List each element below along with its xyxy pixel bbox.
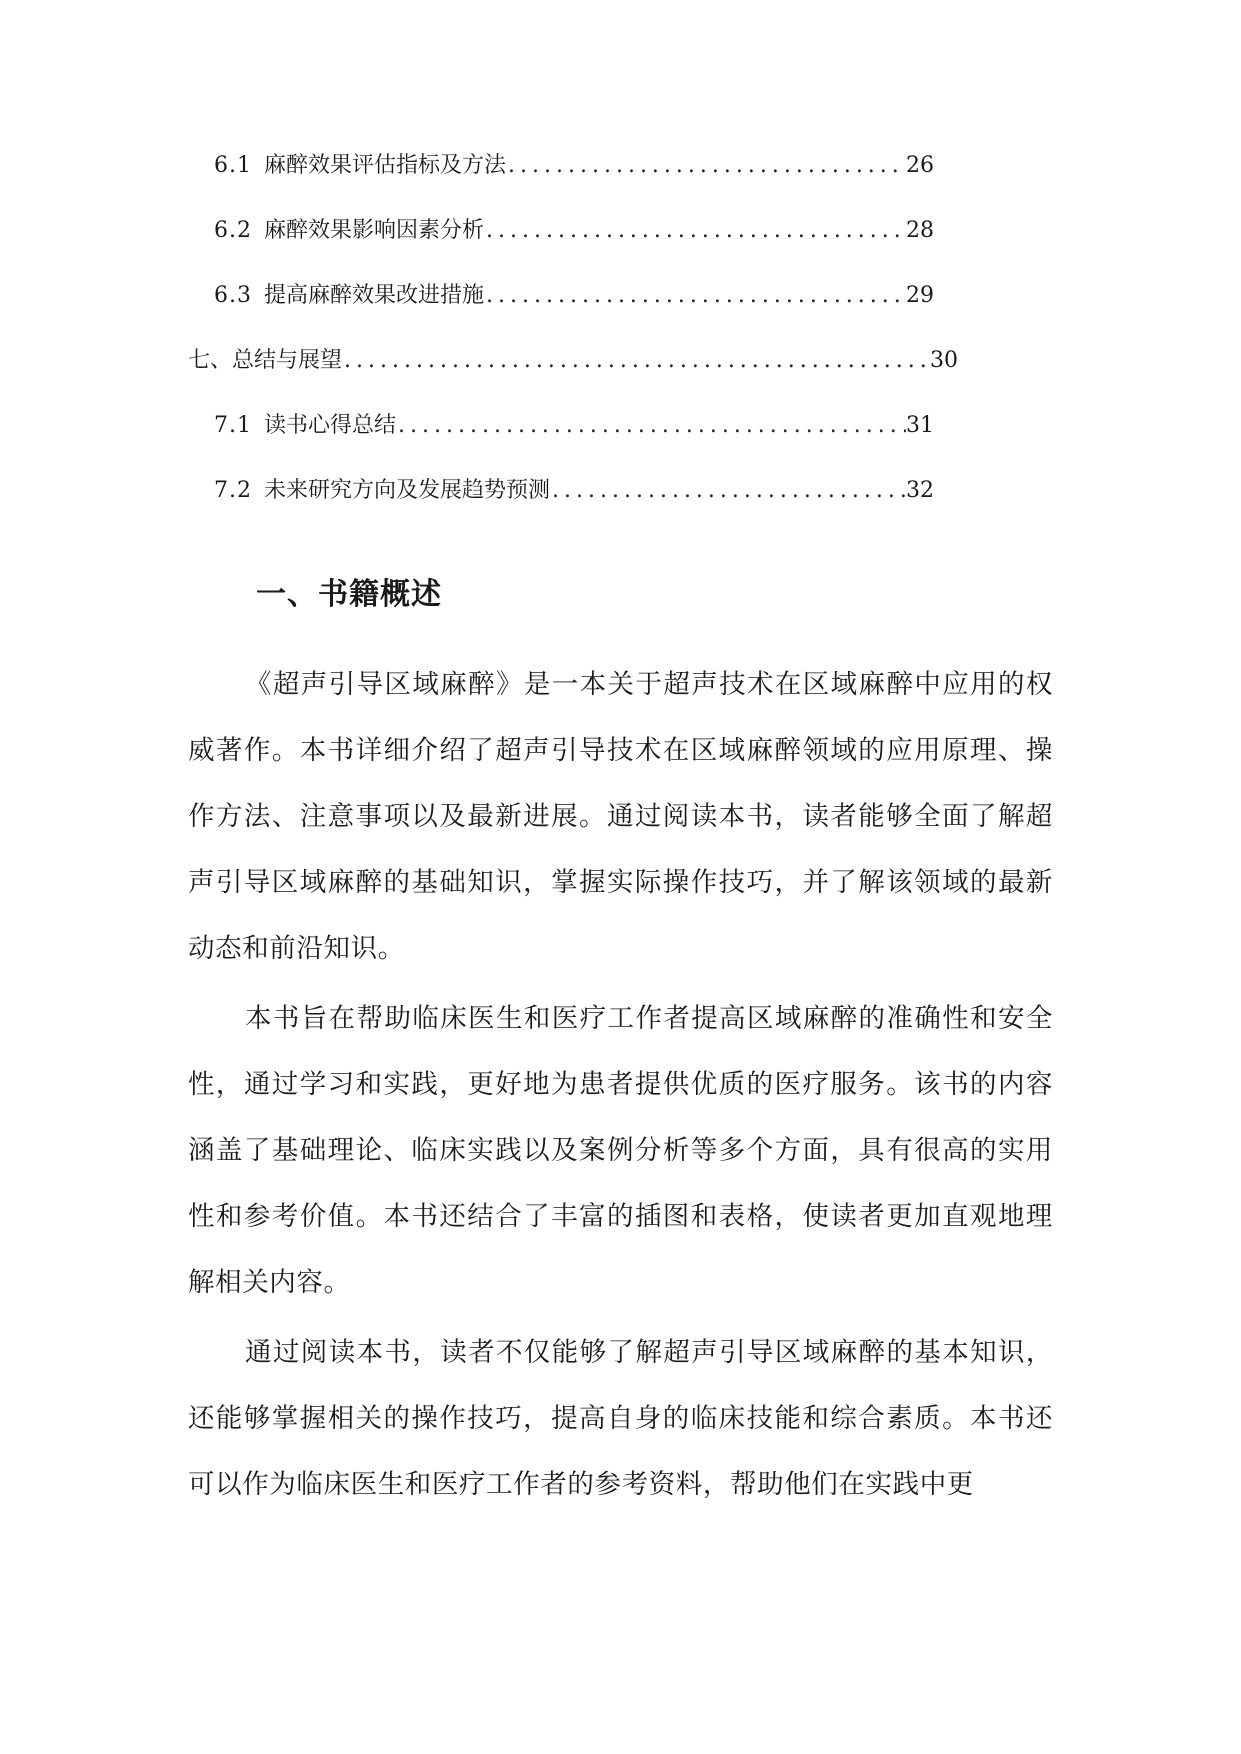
section-heading: 一、书籍概述 (256, 577, 442, 612)
toc-entry-title: 麻醉效果评估指标及方法 (264, 153, 507, 178)
toc-dot-leader (506, 150, 906, 182)
toc-entry-title: 读书心得总结 (264, 413, 397, 438)
body-paragraph: 本书旨在帮助临床医生和医疗工作者提高区域麻醉的准确性和安全性，通过学习和实践，更好地为患者提供优质的医疗服务。该书的内容涵盖了基础理论、临床实践以及案例分析等多个方面，具有很高的实用性和参考价值。本书还结合了丰富的插图和表格，使读者更加直观地理解相关内容。 (188, 1003, 1053, 1298)
toc-entry-number: 7.1 (214, 413, 252, 438)
toc-entry-7-2[interactable] (188, 475, 934, 540)
toc-entry-6-1[interactable] (188, 150, 934, 215)
toc-entry-number: 7.2 (214, 478, 252, 503)
toc-dot-leader (550, 475, 906, 507)
toc-entry-title: 未来研究方向及发展趋势预测 (264, 478, 551, 503)
toc-entry-7-1[interactable] (188, 410, 934, 475)
toc-entry-7[interactable] (188, 345, 958, 410)
toc-entry-title: 总结与展望 (232, 348, 343, 373)
body-paragraph: 《超声引导区域麻醉》是一本关于超声技术在区域麻醉中应用的权威著作。本书详细介绍了超声引导技术在区域麻醉领域的应用原理、操作方法、注意事项以及最新进展。通过阅读本书，读者能够全面了解超声引导区域麻醉的基础知识，掌握实际操作技巧，并了解该领域的最新动态和前沿知识。 (188, 669, 1053, 964)
toc-entry-6-3[interactable] (188, 280, 934, 345)
toc-entry-page: 30 (930, 348, 958, 373)
toc-entry-page: 28 (906, 218, 934, 243)
toc-entry-page: 32 (906, 478, 934, 503)
toc-entry-title: 提高麻醉效果改进措施 (264, 283, 485, 308)
toc-entry-number: 七、 (188, 348, 233, 373)
toc-entry-page: 29 (906, 283, 934, 308)
toc-entry-page: 26 (906, 153, 934, 178)
toc-entry-number: 6.3 (214, 283, 252, 308)
toc-entry-page: 31 (906, 413, 934, 438)
toc-entry-title: 麻醉效果影响因素分析 (264, 218, 485, 243)
table-of-contents (188, 150, 958, 540)
toc-entry-number: 6.2 (214, 218, 252, 243)
body-paragraph: 通过阅读本书，读者不仅能够了解超声引导区域麻醉的基本知识，还能够掌握相关的操作技巧，提高自身的临床技能和综合素质。本书还可以作为临床医生和医疗工作者的参考资料，帮助他们在实践中更 (188, 1337, 1053, 1500)
toc-entry-number: 6.1 (214, 153, 252, 178)
toc-dot-leader (484, 280, 906, 312)
toc-dot-leader (484, 215, 906, 247)
toc-dot-leader (342, 345, 930, 377)
toc-entry-6-2[interactable] (188, 215, 934, 280)
toc-dot-leader (396, 410, 906, 442)
section-body (188, 652, 1053, 1520)
